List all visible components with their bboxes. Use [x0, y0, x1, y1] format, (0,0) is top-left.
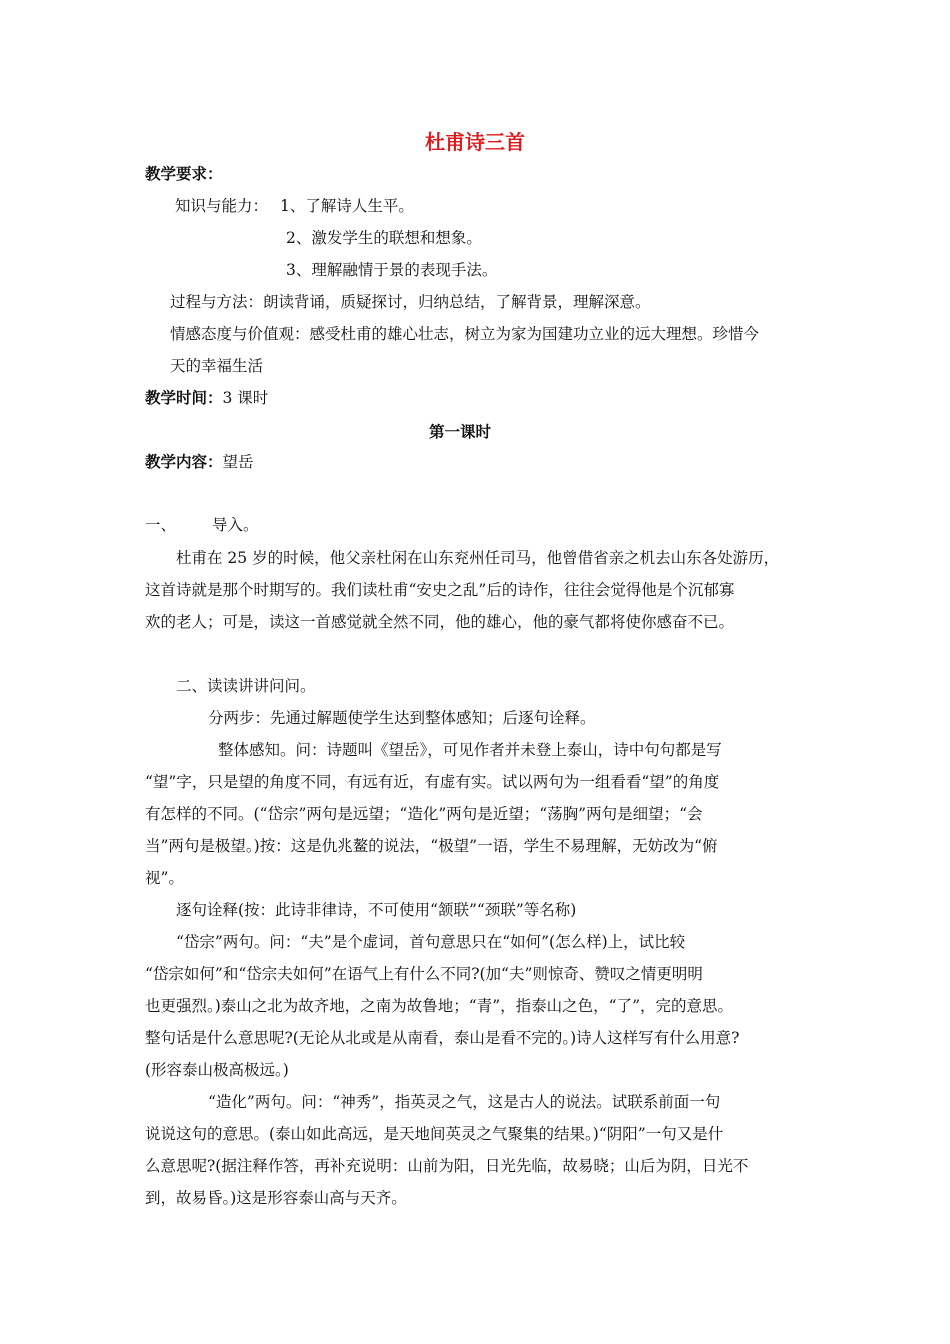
teaching-time-label: 教学时间：: [145, 388, 223, 407]
overall-line-4: 当”两句是极望。)按：这是仇兆鳌的说法，“极望”一语，学生不易理解，无妨改为“俯: [145, 837, 718, 855]
teaching-time-value: 3 课时: [222, 389, 269, 407]
daizong-line-4: 整句话是什么意思呢?(无论从北或是从南看，泰山是看不完的。)诗人这样写有什么用意?: [145, 1029, 740, 1047]
intro-heading: 导入。: [212, 516, 259, 534]
emotion-line-2: 天的幸福生活: [170, 357, 264, 375]
line-by-line-heading: 逐句诠释(按：此诗非律诗，不可使用“颔联”“颈联”等名称): [176, 901, 577, 919]
daizong-line-2: “岱宗如何”和“岱宗夫如何”在语气上有什么不同?(加“夫”则惊奇、赞叹之情更明明: [145, 965, 703, 983]
teaching-content: [145, 452, 254, 472]
zaohua-line-1: “造化”两句。问：“神秀”，指英灵之气，这是古人的说法。试联系前面一句: [208, 1093, 721, 1111]
intro-line-1: 杜甫在 25 岁的时候，他父亲杜闲在山东兖州任司马，他曾借省亲之机去山东各处游历，: [176, 549, 780, 567]
daizong-line-3: 也更强烈。)泰山之北为故齐地，之南为故鲁地；“青”，指泰山之色，“了”，完的意思。: [145, 997, 733, 1015]
knowledge-label: 知识与能力：: [175, 197, 269, 215]
daizong-line-5: (形容泰山极高极远。): [145, 1061, 289, 1079]
page-title: 杜甫诗三首: [425, 130, 525, 154]
daizong-line-1: “岱宗”两句。问：“夫”是个虚词，首句意思只在“如何”(怎么样)上，试比较: [176, 933, 686, 951]
process-method: 过程与方法：朗读背诵，质疑探讨，归纳总结，了解背景，理解深意。: [170, 293, 651, 311]
lesson-title: 第一课时: [428, 422, 491, 441]
overall-line-1: 整体感知。问：诗题叫《望岳》，可见作者并未登上泰山，诗中句句都是写: [218, 741, 722, 759]
overall-line-3: 有怎样的不同。(“岱宗”两句是远望；“造化”两句是近望；“荡胸”两句是细望；“会: [145, 805, 703, 823]
zaohua-line-4: 到，故易昏。)这是形容泰山高与天齐。: [145, 1189, 407, 1207]
section2-steps: 分两步：先通过解题使学生达到整体感知；后逐句诠释。: [208, 709, 596, 727]
knowledge-item-3: 3、理解融情于景的表现手法。: [286, 261, 498, 279]
zaohua-line-3: 么意思呢?(据注释作答，再补充说明：山前为阳，日光先临，故易晓；山后为阴，日光不: [145, 1157, 749, 1175]
teaching-content-value: 望岳: [222, 453, 254, 471]
requirements-heading: 教学要求：: [145, 164, 223, 183]
overall-line-2: “望”字，只是望的角度不同，有远有近，有虚有实。试以两句为一组看看“望”的角度: [145, 773, 720, 791]
teaching-content-label: 教学内容：: [145, 452, 223, 471]
intro-number: 一、: [145, 516, 177, 534]
section2-heading: 二、读读讲讲问问。: [176, 677, 316, 695]
overall-line-5: 视”。: [145, 869, 184, 887]
emotion-line-1: 情感态度与价值观：感受杜甫的雄心壮志，树立为家为国建功立业的远大理想。珍惜今: [170, 325, 760, 343]
knowledge-item-2: 2、激发学生的联想和想象。: [286, 229, 482, 247]
teaching-time: [145, 388, 268, 408]
knowledge-item-1: 1、了解诗人生平。: [280, 197, 414, 215]
zaohua-line-2: 说说这句的意思。(泰山如此高远，是天地间英灵之气聚集的结果。)“阴阳”一句又是什: [145, 1125, 724, 1143]
intro-line-2: 这首诗就是那个时期写的。我们读杜甫“安史之乱”后的诗作，往往会觉得他是个沉郁寡: [145, 581, 735, 599]
intro-line-3: 欢的老人；可是，读这一首感觉就全然不同，他的雄心，他的豪气都将使你感奋不已。: [145, 613, 735, 631]
